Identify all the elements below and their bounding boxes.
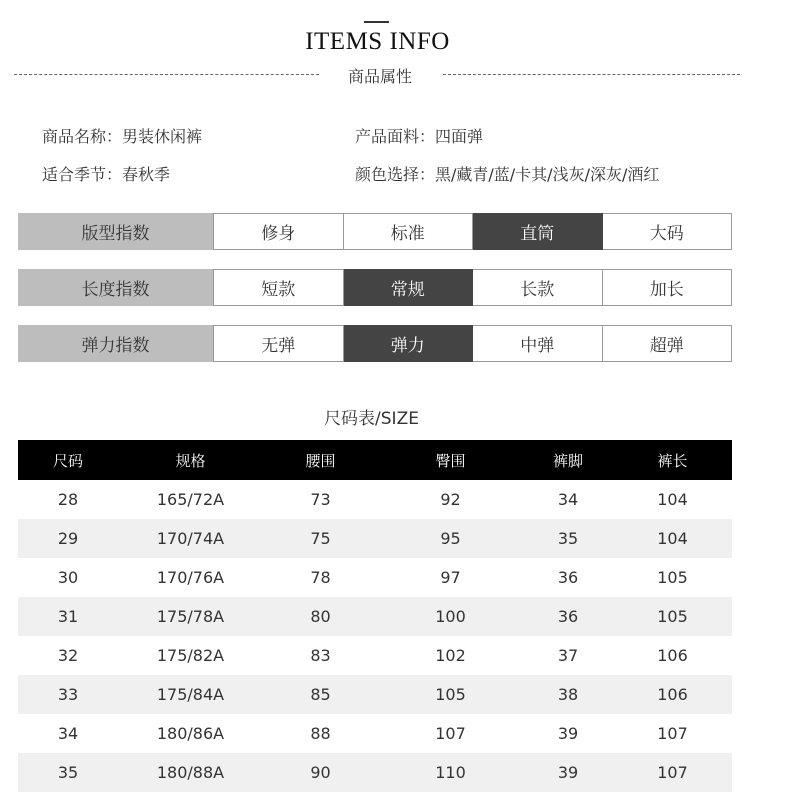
- table-cell: 31: [57, 607, 79, 626]
- table-cell: 32: [57, 646, 79, 665]
- table-cell: 165/72A: [156, 490, 225, 509]
- table-cell: 106: [657, 685, 688, 704]
- column-header: 裤脚: [552, 451, 583, 470]
- table-cell: 104: [657, 529, 688, 548]
- index-row-stretch: [18, 325, 732, 362]
- attr-season: 适合季节：春秋季: [42, 165, 171, 184]
- table-cell: 105: [657, 568, 688, 587]
- table-cell: 36: [557, 607, 579, 626]
- index-label: 版型指数: [18, 213, 213, 250]
- table-cell: 92: [440, 490, 461, 509]
- table-cell: 39: [557, 724, 579, 743]
- table-cell: 97: [440, 568, 461, 587]
- section-subtitle: 商品属性: [347, 67, 412, 86]
- page-title: ITEMS INFO: [305, 28, 450, 55]
- table-cell: 80: [310, 607, 331, 626]
- table-cell: 175/82A: [156, 646, 225, 665]
- index-option: 修身: [213, 213, 344, 250]
- table-cell: 83: [310, 646, 331, 665]
- table-cell: 29: [57, 529, 79, 548]
- table-row: [18, 480, 732, 519]
- index-option: 长款: [473, 269, 603, 306]
- index-option: 直筒: [473, 213, 603, 250]
- index-option: 常规: [344, 269, 474, 306]
- table-cell: 100: [435, 607, 466, 626]
- divider-left: [14, 74, 319, 75]
- column-header: 腰围: [305, 451, 336, 470]
- table-cell: 30: [57, 568, 79, 587]
- table-cell: 78: [310, 568, 331, 587]
- index-option: 弹力: [344, 325, 474, 362]
- table-cell: 34: [557, 490, 579, 509]
- attr-product-name: 商品名称：男装休闲裤: [42, 127, 203, 146]
- table-cell: 104: [657, 490, 688, 509]
- table-cell: 35: [57, 763, 79, 782]
- table-row: [18, 675, 732, 714]
- table-cell: 39: [557, 763, 579, 782]
- table-cell: 38: [557, 685, 579, 704]
- index-label: 长度指数: [18, 269, 213, 306]
- table-cell: 180/86A: [156, 724, 225, 743]
- table-cell: 106: [657, 646, 688, 665]
- table-cell: 107: [435, 724, 466, 743]
- table-cell: 175/84A: [156, 685, 225, 704]
- index-option: 加长: [603, 269, 733, 306]
- table-cell: 107: [657, 763, 688, 782]
- size-table: [18, 440, 732, 792]
- table-cell: 36: [557, 568, 579, 587]
- table-cell: 35: [557, 529, 579, 548]
- index-option: 中弹: [473, 325, 603, 362]
- table-cell: 73: [310, 490, 331, 509]
- index-option: 标准: [344, 213, 474, 250]
- index-row-length: [18, 269, 732, 306]
- divider-right: [443, 74, 740, 75]
- column-header: 裤长: [657, 451, 688, 470]
- table-cell: 170/76A: [156, 568, 225, 587]
- table-cell: 75: [310, 529, 331, 548]
- table-row: [18, 597, 732, 636]
- table-cell: 102: [435, 646, 466, 665]
- table-cell: 105: [435, 685, 466, 704]
- column-header: 尺码: [52, 451, 83, 470]
- index-option: 大码: [603, 213, 733, 250]
- table-cell: 34: [57, 724, 79, 743]
- table-row: [18, 753, 732, 792]
- table-cell: 175/78A: [156, 607, 225, 626]
- index-row-fit: [18, 213, 732, 250]
- table-cell: 85: [310, 685, 331, 704]
- table-header-row: [18, 440, 732, 480]
- table-cell: 180/88A: [156, 763, 225, 782]
- title-decoration-bar: [364, 21, 389, 23]
- table-cell: 37: [557, 646, 579, 665]
- table-row: [18, 714, 732, 753]
- attr-fabric: 产品面料：四面弹: [355, 127, 484, 146]
- index-option: 无弹: [213, 325, 344, 362]
- table-row: [18, 636, 732, 675]
- table-cell: 170/74A: [156, 529, 225, 548]
- size-table-title: 尺码表/SIZE: [324, 409, 419, 429]
- table-cell: 28: [57, 490, 79, 509]
- table-cell: 110: [435, 763, 466, 782]
- table-cell: 95: [440, 529, 461, 548]
- index-label: 弹力指数: [18, 325, 213, 362]
- column-header: 规格: [175, 451, 206, 470]
- table-cell: 33: [57, 685, 79, 704]
- column-header: 臀围: [435, 451, 466, 470]
- table-cell: 105: [657, 607, 688, 626]
- table-cell: 88: [310, 724, 331, 743]
- index-option: 超弹: [603, 325, 733, 362]
- table-cell: 90: [310, 763, 331, 782]
- table-row: [18, 519, 732, 558]
- attr-colors: 颜色选择：黑/藏青/蓝/卡其/浅灰/深灰/酒红: [355, 165, 660, 184]
- index-option: 短款: [213, 269, 344, 306]
- table-cell: 107: [657, 724, 688, 743]
- table-row: [18, 558, 732, 597]
